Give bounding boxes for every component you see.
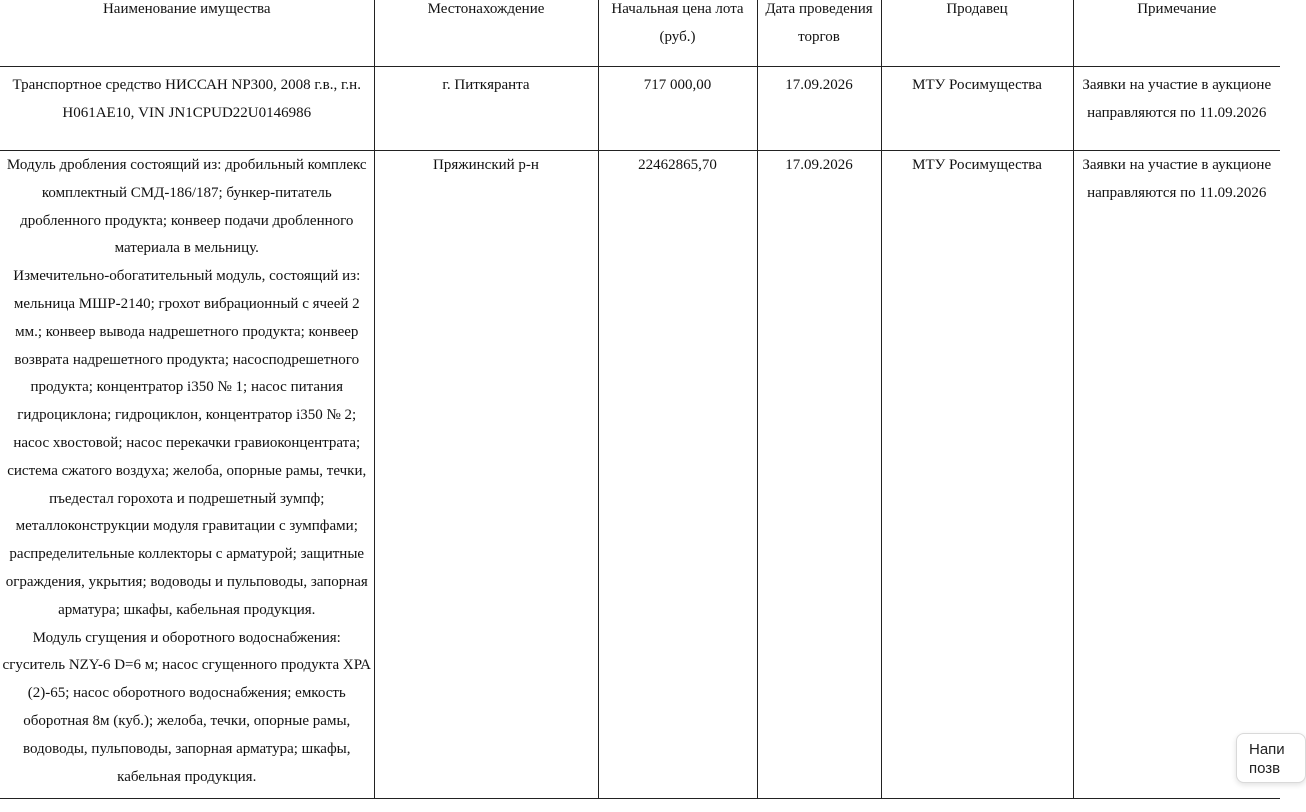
description-part: Модуль дробления состоящий из: дробильный комплекс комплектный СМД-186/187; бункер-питатель дробленного продукта; конвеер подачи дробленного материала в мельницу.: [6, 157, 367, 257]
header-seller: Продавец: [881, 0, 1073, 67]
chat-popup[interactable]: [1236, 733, 1306, 783]
cell-price: 22462865,70: [598, 151, 757, 799]
cell-name: [0, 151, 374, 799]
cell-note: Заявки на участие в аукционе направляются по 11.09.2026: [1073, 67, 1280, 151]
header-name: Наименование имущества: [0, 0, 374, 67]
cell-note: Заявки на участие в аукционе направляются по 11.09.2026: [1073, 151, 1280, 799]
description-part: Измечительно-обогатительный модуль, состоящий из: мельница МШР-2140; грохот вибрационный с ячеей 2 мм.; конвеер вывода надрешетного продукта; конвеер возврата надрешетного продукта; насосподрешетного продукта; концентратор i350 № 1; насос питания гидроциклона; гидроциклон, концентратор i350 № 2; насос хвостовой; насос перекачки гравиоконцентрата; система сжатого воздуха; желоба, опорные рамы, течки, пъедестал горохота и подрешетный зумпф; металлоконструкции модуля гравитации с зумпфами; распределительные коллекторы с арматурой; защитные ограждения, укрытия; водоводы и пульповоды, запорная арматура; шкафы, кабельная продукция.: [5, 268, 368, 618]
cell-seller: МТУ Росимущества: [881, 151, 1073, 799]
header-note: Примечание: [1073, 0, 1280, 67]
cell-price: 717 000,00: [598, 67, 757, 151]
cell-location: г. Питкяранта: [374, 67, 598, 151]
header-price-line1: Начальная цена лота: [611, 1, 744, 17]
cell-seller: МТУ Росимущества: [881, 67, 1073, 151]
chat-popup-line1: Напи: [1249, 741, 1285, 758]
header-date-line2: торгов: [798, 28, 840, 45]
cell-location: Пряжинский р-н: [374, 151, 598, 799]
cell-name: Транспортное средство НИССАН NP300, 2008 г.в., г.н. Н061АЕ10, VIN JN1CPUD22U0146986: [0, 67, 374, 151]
header-date-line1: Дата проведения: [765, 1, 873, 17]
header-price: [598, 0, 757, 67]
table-row: [0, 151, 1280, 799]
header-date: [757, 0, 881, 67]
header-price-line2: (руб.): [659, 28, 696, 45]
description-part: Модуль сгущения и оборотного водоснабжения: сгуситель NZY-6 D=6 м; насос сгущенного продукта ХРА (2)-65; насос оборотного водоснабжения; емкость оборотная 8м (куб.); желоба, течки, опорные рамы, водоводы, пульповоды, запорная арматура; шкафы, кабельная продукция.: [2, 629, 371, 785]
table-row: [0, 67, 1280, 151]
table-header-row: [0, 0, 1280, 67]
cell-date: 17.09.2026: [757, 151, 881, 799]
chat-popup-line2: позв: [1249, 760, 1281, 777]
header-location: Местонахождение: [374, 0, 598, 67]
cell-date: 17.09.2026: [757, 67, 881, 151]
